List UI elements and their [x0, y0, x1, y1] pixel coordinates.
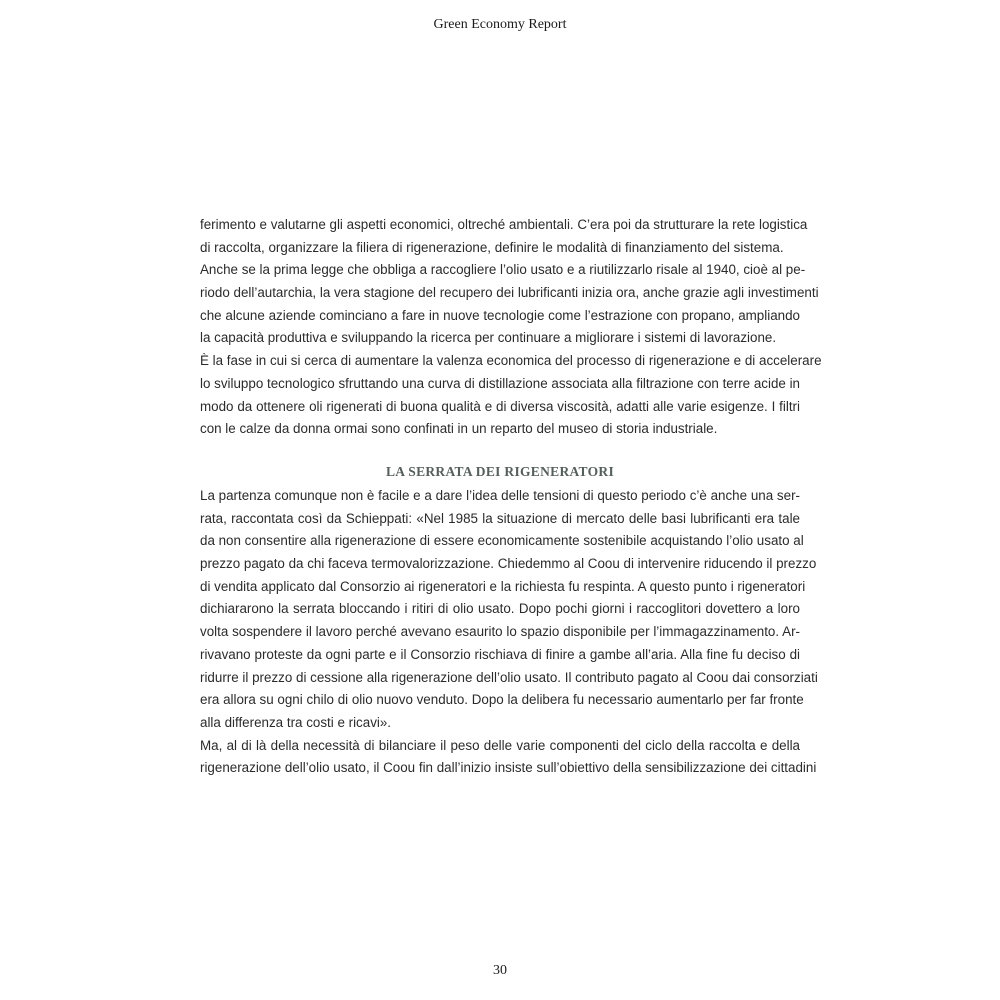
text-line: modo da ottenere oli rigenerati di buona qualità e di diversa viscosità, adatti alle varie esigenze. I filtri: [200, 398, 800, 414]
text-line: ferimento e valutarne gli aspetti economici, oltreché ambientali. C’era poi da strutturare la rete logistica: [200, 217, 808, 232]
section-heading: LA SERRATA DEI RIGENERATORI: [385, 464, 615, 479]
page-number: 30: [493, 963, 507, 978]
text-line: rivavano proteste da ogni parte e il Consorzio rischiava di finire a gambe all’aria. Alla fine fu deciso di: [200, 646, 800, 662]
text-line: La partenza comunque non è facile e a dare l’idea delle tensioni di questo periodo c’è anche una ser-: [200, 488, 800, 503]
text-line: dichiararono la serrata bloccando i ritiri di olio usato. Dopo pochi giorni i raccoglitori dovettero a loro: [200, 601, 800, 617]
text-line: riodo dell’autarchia, la vera stagione del recupero dei lubrificanti inizia ora, anche grazie agli investimenti: [200, 285, 819, 301]
text-line: Ma, al di là della necessità di bilanciare il peso delle varie componenti del ciclo della raccolta e della: [200, 737, 800, 753]
text-line: con le calze da donna ormai sono confinati in un reparto del museo di storia industriale.: [200, 421, 718, 437]
running-header: Green Economy Report: [433, 17, 567, 32]
text-line: Anche se la prima legge che obbliga a raccogliere l’olio usato e a riutilizzarlo risale al 1940, cioè al pe-: [200, 262, 806, 278]
text-line: di vendita applicato dal Consorzio ai rigeneratori e la richiesta fu respinta. A questo punto i rigeneratori: [200, 578, 806, 594]
text-line: la capacità produttiva e sviluppando la ricerca per continuare a migliorare i sistemi di lavorazione.: [200, 330, 777, 346]
text-line: prezzo pagato da chi faceva termovalorizzazione. Chiedemmo al Coou di intervenire riducendo il prezzo: [200, 556, 817, 572]
body-paragraph-1: [200, 214, 822, 441]
text-line: rigenerazione dell’olio usato, il Coou fin dall’inizio insiste sull’obiettivo della sensibilizzazione dei cittadini: [200, 760, 817, 776]
text-line: È la fase in cui si cerca di aumentare la valenza economica del processo di rigenerazione e di accelerare: [200, 353, 822, 369]
text-line: che alcune aziende cominciano a fare in nuove tecnologie come l’estrazione con propano, ampliando: [200, 307, 800, 323]
text-line: di raccolta, organizzare la filiera di rigenerazione, definire le modalità di finanziamento del sistema.: [200, 239, 784, 255]
text-line: volta sospendere il lavoro perché avevano esaurito lo spazio disponibile per l’immagazzinamento. Ar-: [200, 624, 800, 640]
text-line: da non consentire alla rigenerazione di essere economicamente sostenibile acquistando l’olio usato al: [200, 533, 804, 549]
text-line: rata, raccontata così da Schieppati: «Nel 1985 la situazione di mercato delle basi lubrificanti era tale: [200, 510, 800, 526]
text-line: lo sviluppo tecnologico sfruttando una curva di distillazione associata alla filtrazione con terre acide in: [200, 375, 800, 391]
text-line: alla differenza tra costi e ricavi».: [200, 714, 392, 730]
text-line: ridurre il prezzo di cessione alla rigenerazione dell’olio usato. Il contributo pagato al Coou dai consorziati: [200, 669, 818, 685]
body-paragraph-2: [200, 485, 818, 780]
text-line: era allora su ogni chilo di olio nuovo venduto. Dopo la delibera fu necessario aumentarlo per far fronte: [200, 692, 804, 708]
